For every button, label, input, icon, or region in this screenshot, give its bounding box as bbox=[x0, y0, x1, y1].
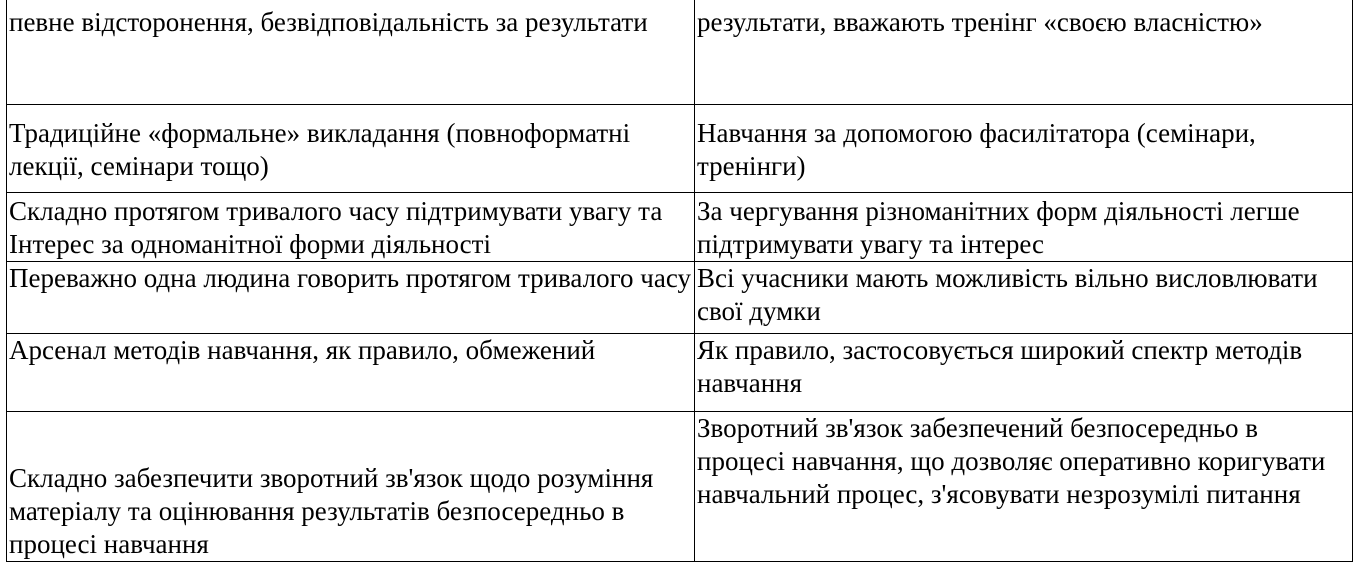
table-cell-right bbox=[695, 411, 1353, 561]
table-cell-right bbox=[695, 104, 1353, 192]
table-cell-left bbox=[7, 0, 695, 104]
cell-text: Традиційне «формальне» викладання (повноформатні лекції, семінари тощо) bbox=[9, 117, 631, 181]
table-cell-left bbox=[7, 104, 695, 192]
table-cell-right bbox=[695, 261, 1353, 333]
table-cell-left bbox=[7, 261, 695, 333]
cell-text: певне відсторонення, безвідповідальність за результати bbox=[9, 7, 648, 37]
table-row bbox=[7, 261, 1353, 333]
table-row bbox=[7, 104, 1353, 192]
cell-text: Складно протягом тривалого часу підтримувати увагу та Інтерес за одноманітної форми діяльності bbox=[9, 195, 663, 259]
cell-text: Переважно одна людина говорить протягом тривалого часу bbox=[9, 262, 691, 293]
table-row bbox=[7, 192, 1353, 261]
cell-text: Складно забезпечити зворотний зв'язок щодо розуміння матеріалу та оцінювання результатів безпосередньо в процесі навчання bbox=[9, 462, 654, 559]
table-cell-left bbox=[7, 411, 695, 561]
table-row bbox=[7, 333, 1353, 411]
table-cell-left bbox=[7, 333, 695, 411]
cell-text: Як правило, застосовується широкий спектр методів навчання bbox=[697, 334, 1303, 398]
cell-text: За чергування різноманітних форм діяльності легше підтримувати увагу та інтерес bbox=[697, 195, 1300, 259]
table-cell-right bbox=[695, 192, 1353, 261]
cell-text: Всі учасники мають можливість вільно висловлювати свої думки bbox=[697, 262, 1318, 326]
table-row bbox=[7, 0, 1353, 104]
table-cell-right bbox=[695, 333, 1353, 411]
cell-text: Навчання за допомогою фасилітатора (семінари, тренінги) bbox=[697, 117, 1256, 181]
table-row bbox=[7, 411, 1353, 561]
table-cell-left bbox=[7, 192, 695, 261]
cell-text: Зворотний зв'язок забезпечений безпосередньо в процесі навчання, що дозволяє оперативно коригувати навчальний процес, з'ясовувати незрозумілі питання bbox=[697, 412, 1326, 509]
comparison-table bbox=[6, 0, 1353, 562]
cell-text: Арсенал методів навчання, як правило, обмежений bbox=[9, 334, 596, 365]
cell-text: результати, вважають тренінг «своєю власністю» bbox=[697, 7, 1263, 37]
table-cell-right bbox=[695, 0, 1353, 104]
